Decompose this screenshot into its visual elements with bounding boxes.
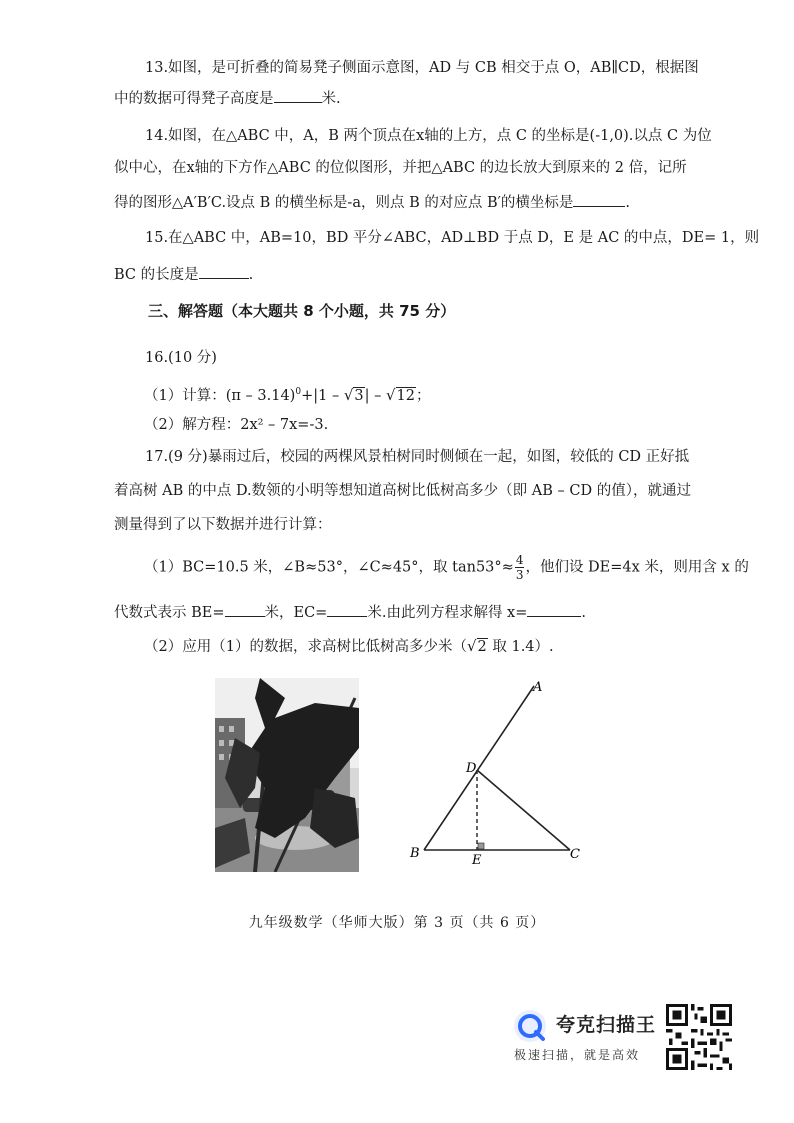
- q16-exp: 0: [295, 387, 302, 397]
- geometry-figure: [400, 672, 600, 872]
- q17-ec-blank[interactable]: [327, 602, 367, 617]
- q16-header: 16.(10 分): [145, 350, 217, 366]
- q17-part1-tail: ，他们设 DE=4x 米，则用含 x 的: [525, 559, 749, 576]
- q17-x-blank[interactable]: [527, 602, 581, 617]
- q17-ec-label: 米，EC=: [264, 605, 328, 621]
- qr-code-icon: [666, 1004, 732, 1070]
- q15-line2: [114, 264, 253, 285]
- page-footer: 九年级数学（华师大版）第 3 页（共 6 页）: [248, 915, 546, 931]
- label-E: E: [472, 853, 482, 868]
- q17-be-label: 代数式表示 BE=: [114, 605, 225, 621]
- scanner-app-name: 夸克扫描王: [556, 1014, 657, 1036]
- q17-part2-text: （2）应用（1）的数据，求高树比低树高多少米（: [144, 639, 467, 655]
- q17-part1-line2: [114, 602, 586, 623]
- q16-expr-b: +|1 –: [301, 387, 344, 404]
- q14-line3: [114, 192, 630, 213]
- q13-answer-blank[interactable]: [274, 88, 322, 103]
- q16-part1: [144, 382, 430, 406]
- sqrt-icon: √: [466, 637, 477, 655]
- q13-line2-text: 中的数据可得凳子高度是: [114, 91, 274, 107]
- q15-answer-blank[interactable]: [199, 264, 249, 279]
- q15-line1: 15.在△ABC 中，AB=10，BD 平分∠ABC，AD⊥BD 于点 D，E 是 AC 的中点，DE= 1，则: [145, 230, 760, 246]
- q17-part2-tail: 取 1.4）.: [487, 639, 554, 655]
- q14-answer-blank[interactable]: [573, 192, 625, 207]
- q16-sqrt3: 3: [354, 387, 364, 404]
- quark-logo-icon: [512, 1008, 548, 1044]
- q16-part2: （2）解方程：2x² – 7x=-3.: [144, 417, 329, 433]
- q13-line1: 13.如图，是可折叠的简易凳子侧面示意图，AD 与 CB 相交于点 O，AB∥CD，根据图: [145, 60, 699, 76]
- q14-line3-end: .: [625, 195, 631, 211]
- section3-title: 三、解答题（本大题共 8 个小题，共 75 分）: [148, 302, 456, 320]
- label-A: A: [533, 680, 543, 695]
- q17-part1-text: （1）BC=10.5 米，∠B≈53°，∠C≈45°，取 tan53°≈: [144, 559, 514, 576]
- q14-line2: 似中心，在x轴的下方作△ABC 的位似图形，并把△ABC 的边长放大到原来的 2 倍，记所: [114, 160, 687, 176]
- scanner-tagline: 极速扫描，就是高效: [514, 1048, 641, 1062]
- sqrt-icon: √: [343, 385, 354, 404]
- right-angle-mark: [478, 843, 484, 849]
- q17-frac-den: 3: [515, 568, 524, 582]
- tree-photo: [215, 678, 359, 872]
- q15-line2-text: BC 的长度是: [114, 267, 199, 283]
- q17-part1: [144, 553, 749, 582]
- label-C: C: [570, 847, 580, 862]
- label-D: D: [466, 761, 477, 776]
- line-DC: [477, 770, 570, 850]
- q16-expr-a: (π – 3.14): [225, 387, 296, 404]
- q16-end: ；: [415, 387, 431, 404]
- q16-part1-label: （1）计算：: [144, 387, 226, 404]
- geometry-diagram: [400, 672, 600, 872]
- q16-sqrt12: 12: [396, 387, 415, 404]
- q17-line2: 着高树 AB 的中点 D.数领的小明等想知道高树比低树高多少（即 AB – CD 的值），就通过: [114, 483, 691, 499]
- sqrt-icon: √: [385, 385, 396, 404]
- q14-line1: 14.如图，在△ABC 中，A，B 两个顶点在x轴的上方，点 C 的坐标是(-1,0).以点 C 为位: [145, 128, 712, 144]
- q17-fraction: [515, 553, 525, 582]
- q13-line2-unit: 米.: [321, 91, 341, 107]
- q17-line1: 17.(9 分)暴雨过后，校园的两棵风景柏树同时侧倾在一起，如图，较低的 CD 正好抵: [145, 449, 690, 465]
- q17-x-label: 米.由此列方程求解得 x=: [367, 605, 528, 621]
- q17-sqrt2: 2: [477, 639, 487, 655]
- tree-photo-image: [215, 678, 359, 872]
- q17-frac-num: 4: [515, 553, 524, 567]
- q17-line3: 测量得到了以下数据并进行计算：: [114, 517, 332, 533]
- q16-expr-c: | –: [364, 387, 386, 404]
- line-BA: [424, 686, 534, 850]
- q17-line2-end: .: [581, 605, 586, 621]
- label-B: B: [410, 846, 420, 861]
- q17-part2: [144, 636, 554, 657]
- scanner-watermark: [512, 1004, 672, 1068]
- q13-line2: [114, 88, 341, 109]
- q15-line2-end: .: [248, 267, 254, 283]
- q17-be-blank[interactable]: [225, 602, 265, 617]
- q14-line3-text: 得的图形△A′B′C.设点 B 的横坐标是-a，则点 B 的对应点 B′的横坐标是: [114, 195, 574, 211]
